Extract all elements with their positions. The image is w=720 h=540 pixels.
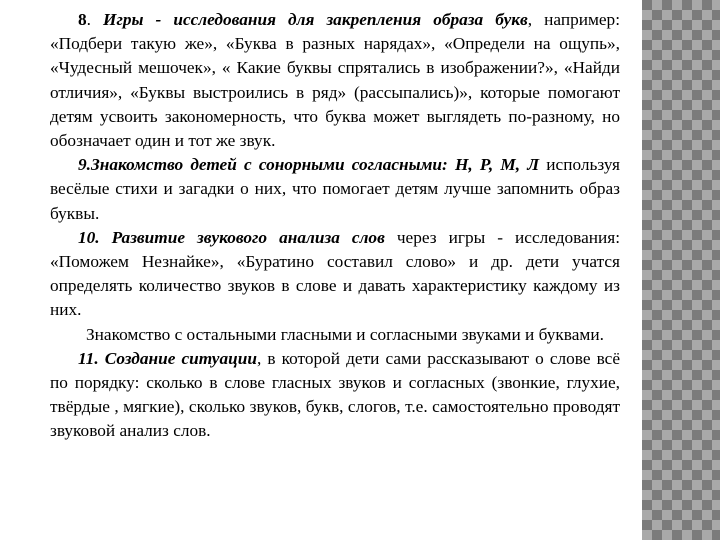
paragraph-body: , например: «Подбери такую же», «Буква в разных нарядах», «Определи на ощупь», «Чудесный мешочек», « Какие буквы спрятались в изображении?», «Найди отличия», «Буквы выстроились в ряд» (рассыпались)», которые помогают детям усвоить закономерность, что буква может выглядеть по-разному, но обозначает один и тот же звук. bbox=[50, 10, 621, 151]
paragraph-heading: 9.Знакомство детей с сонорными согласными: Н, Р, М, Л bbox=[78, 155, 540, 175]
paragraph-other-sounds bbox=[50, 323, 620, 347]
paragraph-body: Знакомство с остальными гласными и согласными звуками и буквами. bbox=[86, 324, 604, 344]
paragraph-sound-analysis bbox=[50, 226, 620, 323]
item-number: 8 bbox=[78, 10, 87, 29]
paragraph-body: , в которой дети сами рассказывают о слове всё по порядку: сколько в слове гласных звуков и согласных (звонкие, глухие, твёрдые , мягкие), сколько звуков, букв, слогов, т.е. самостоятельно проводят звуковой анализ слов. bbox=[50, 348, 620, 441]
decorative-pattern-bar bbox=[642, 0, 720, 540]
item-number-separator: . bbox=[86, 10, 104, 29]
paragraph-create-situation bbox=[50, 347, 620, 444]
paragraph-heading: 10. Развитие звукового анализа слов bbox=[78, 227, 385, 247]
paragraph-games-research bbox=[50, 8, 620, 153]
paragraph-body: используя весёлые стихи и загадки о них, что помогает детям лучше запомнить образ буквы. bbox=[50, 155, 620, 223]
paragraph-sonorant-consonants bbox=[50, 153, 620, 226]
paragraph-heading: 11. Создание ситуации bbox=[78, 348, 257, 368]
paragraph-heading: Игры - исследования для закрепления образа букв bbox=[103, 10, 528, 29]
slide-text bbox=[50, 8, 620, 444]
paragraph-body: через игры - исследования: «Поможем Незнайке», «Буратино составил слово» и др. дети учатся определять количество звуков в слове и давать характеристику каждому из них. bbox=[50, 227, 620, 320]
